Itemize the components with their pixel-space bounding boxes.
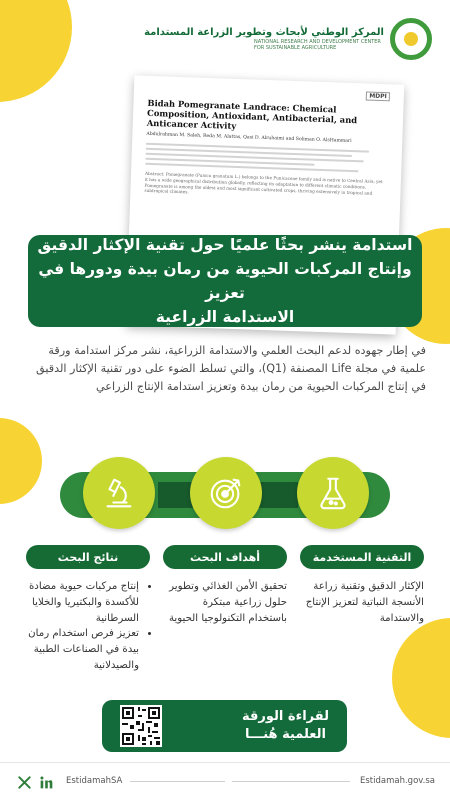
- cta-line-1: لقراءة الورقة: [242, 709, 329, 725]
- goals-heading: أهداف البحث: [163, 545, 287, 569]
- results-body: [26, 579, 150, 674]
- org-logo: [144, 18, 432, 60]
- headline-line-3: الاستدامة الزراعية: [155, 308, 295, 327]
- results-bullet-2: • تعزيز فرص استخدام رمان بيدة في الصناعات الطبية والصيدلانية: [26, 626, 139, 673]
- target-icon: [190, 457, 262, 529]
- decor-circle-left: [0, 418, 42, 504]
- paper-authors: Abdulrahman M. Saleh, Reda M. Alattas, Qasi D. Alruhaimi and Soliman O. AlsHammari: [146, 132, 352, 145]
- org-name-english: NATIONAL RESEARCH AND DEVELOPMENT CENTER FOR SUSTAINABLE AGRICULTURE: [254, 39, 381, 51]
- goals-column: [163, 545, 287, 626]
- headline-line-2: وإنتاج المركبات الحيوية من رمان بيدة ودورها في تعزيز: [38, 259, 412, 302]
- footer: [0, 762, 450, 800]
- decor-circle-top-left: [0, 0, 72, 102]
- headline-banner: [28, 235, 422, 327]
- read-paper-button[interactable]: [102, 700, 347, 752]
- org-logo-mark: [390, 18, 432, 60]
- x-logo-icon[interactable]: [18, 776, 31, 789]
- tech-column: [300, 545, 424, 626]
- results-heading: نتائج البحث: [26, 545, 150, 569]
- paper-abstract: Abstract: Pomegranate (Punica granatum L.) belongs to the Punicaceae family and is native to Central Asia; yet it has a wide geographical distribution globally, reflecting its adaptation to different climatic conditions. Pomegranate is among the oldest and most significant cultivated crops, thriving extensively in tropical and subtropical climates.: [144, 171, 383, 196]
- decor-circle-bottom-right: [392, 618, 450, 738]
- website-link[interactable]: Estidamah.gov.sa: [360, 776, 435, 786]
- org-name-arabic: المركز الوطني لأبحاث وتطوير الزراعة المستدامة: [144, 26, 384, 38]
- goals-body: تحقيق الأمن الغذائي وتطوير حلول زراعية مبتكرة باستخدام التكنولوجيا الحيوية: [168, 581, 287, 624]
- intro-paragraph: في إطار جهوده لدعم البحث العلمي والاستدامة الزراعية، نشر مركز استدامة ورقة علمية في مجلة Life المصنفة (Q1)، والتي تسلط الضوء على دور تقنية الإكثار الدقيق في إنتاج المركبات الحيوية من رمان بيدة وتعزيز استدامة الإنتاج الزراعي: [36, 344, 426, 394]
- qr-code-icon[interactable]: [120, 705, 162, 747]
- tech-heading: التقنية المستخدمة: [300, 545, 424, 569]
- cta-line-2: العلمية هُنـــا: [245, 727, 326, 742]
- social-handle[interactable]: EstidamahSA: [66, 776, 123, 786]
- journal-logo: MDPI: [366, 91, 390, 101]
- headline-line-1: استدامة ينشر بحثًا علميًا حول تقنية الإكثار الدقيق: [37, 235, 413, 254]
- linkedin-icon[interactable]: [40, 776, 53, 789]
- paper-affiliations: [145, 143, 388, 173]
- paper-title: Bidah Pomegranate Landrace: Chemical Composition, Antioxidant, Antibacterial, and Anticancer Activity: [146, 97, 358, 132]
- results-column: [26, 545, 150, 674]
- flask-icon: [297, 457, 369, 529]
- results-bullet-1: • إنتاج مركبات حيوية مضادة للأكسدة والبكتيريا والخلايا السرطانية: [26, 579, 139, 626]
- tech-body: الإكثار الدقيق وتقنية زراعة الأنسجة النباتية لتعزيز الإنتاج والاستدامة: [305, 581, 424, 624]
- microscope-icon: [83, 457, 155, 529]
